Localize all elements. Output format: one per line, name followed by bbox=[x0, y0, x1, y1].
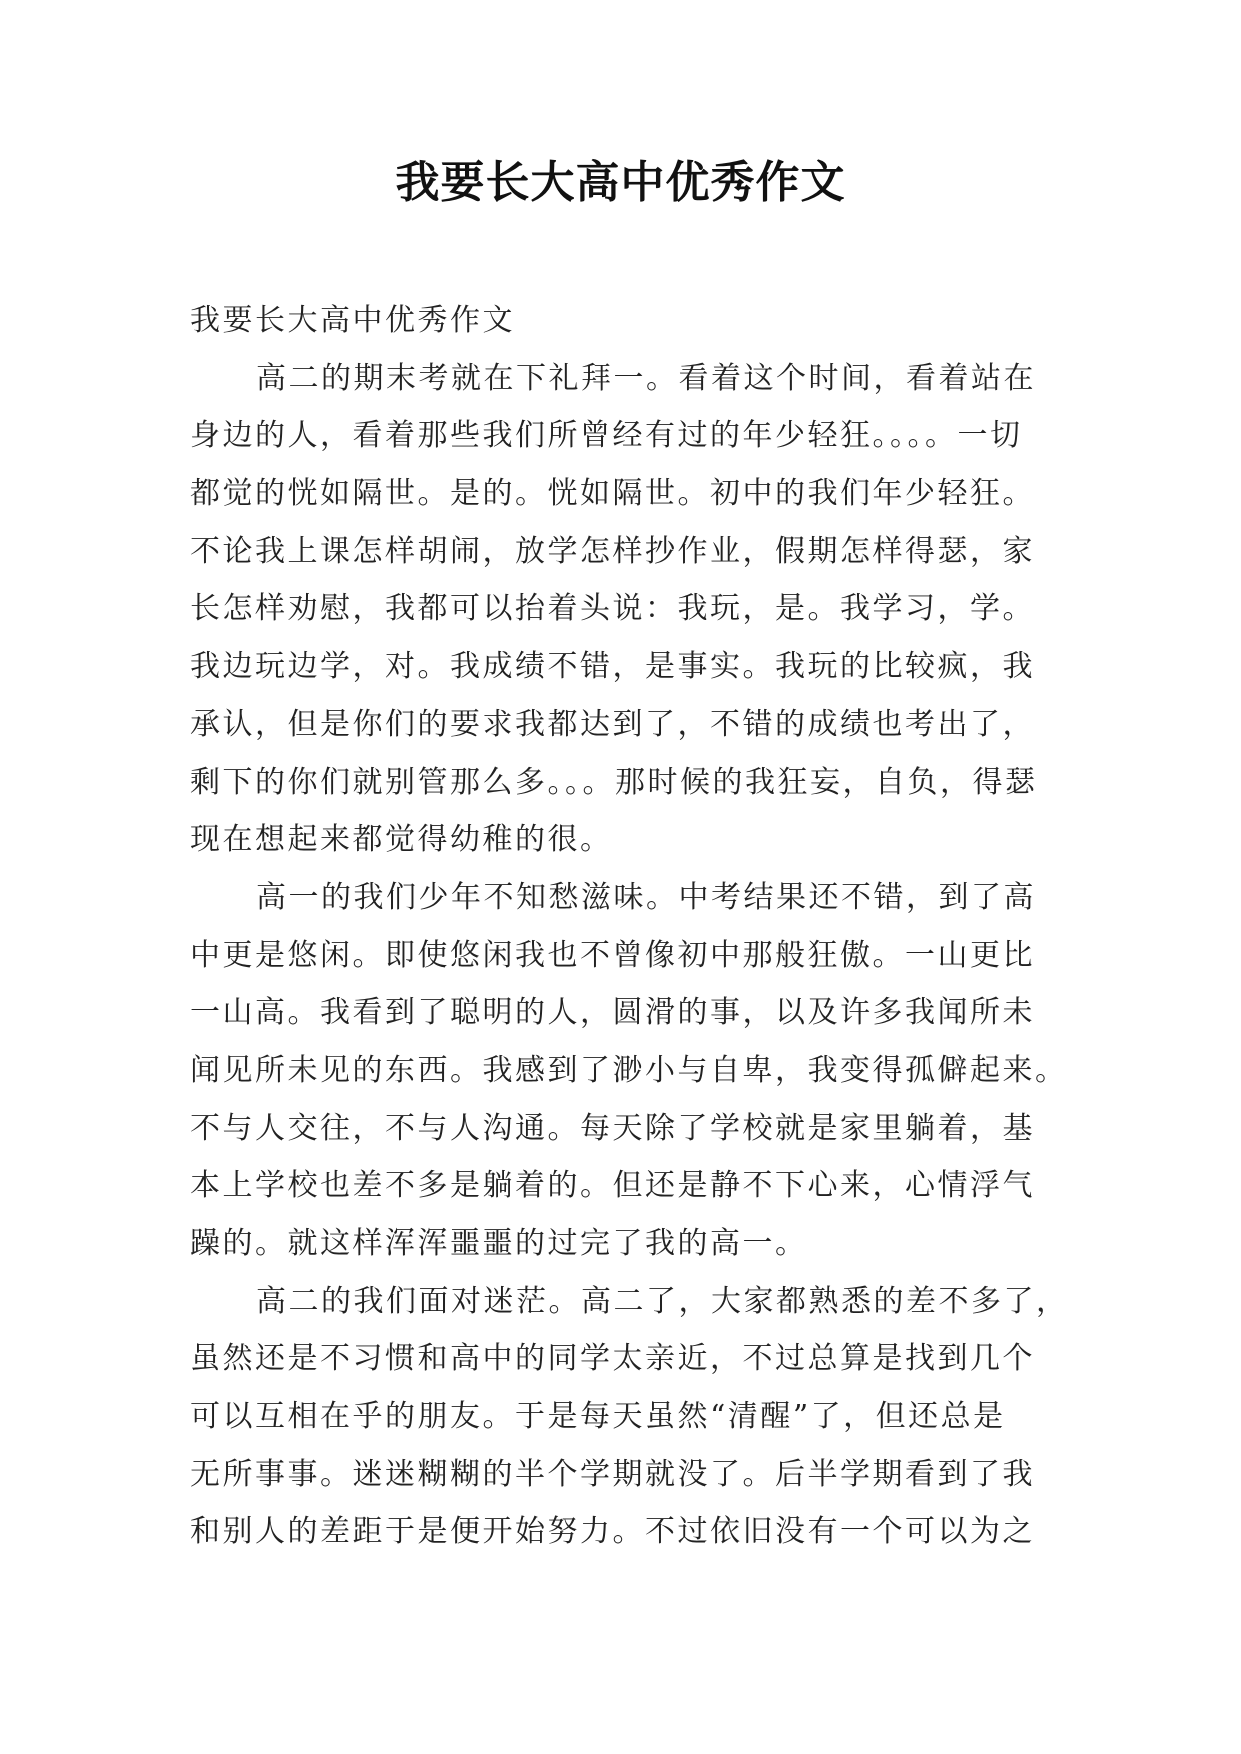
paragraph-line: 闻见所未见的东西。我感到了渺小与自卑，我变得孤僻起来。 bbox=[190, 1052, 1068, 1088]
paragraph-line: 中更是悠闲。即使悠闲我也不曾像初中那般狂傲。一山更比 bbox=[190, 937, 1035, 973]
paragraph-line: 现在想起来都觉得幼稚的很。 bbox=[190, 822, 613, 858]
subtitle-line: 我要长大高中优秀作文 bbox=[190, 303, 515, 338]
paragraph-line: 不与人交往，不与人沟通。每天除了学校就是家里躺着，基 bbox=[190, 1110, 1035, 1146]
paragraph-line: 身边的人，看着那些我们所曾经有过的年少轻狂。。。。一切 bbox=[190, 418, 1023, 454]
paragraph-line: 高二的我们面对迷茫。高二了，大家都熟悉的差不多了， bbox=[256, 1283, 1069, 1319]
paragraph-line: 我边玩边学，对。我成绩不错，是事实。我玩的比较疯，我 bbox=[190, 649, 1035, 685]
paragraph-line: 可以互相在乎的朋友。于是每天虽然“清醒”了，但还总是 bbox=[190, 1399, 1006, 1435]
paragraph-line: 剩下的你们就别管那么多。。。那时候的我狂妄，自负，得瑟 bbox=[190, 764, 1038, 800]
paragraph-line: 无所事事。迷迷糊糊的半个学期就没了。后半学期看到了我 bbox=[190, 1456, 1035, 1492]
paragraph-line: 躁的。就这样浑浑噩噩的过完了我的高一。 bbox=[190, 1226, 808, 1261]
document-title: 我要长大高中优秀作文 bbox=[395, 157, 846, 208]
document-body bbox=[190, 292, 1070, 1561]
paragraph-line: 一山高。我看到了聪明的人，圆滑的事，以及许多我闻所未 bbox=[190, 995, 1035, 1031]
paragraph-line: 和别人的差距于是便开始努力。不过依旧没有一个可以为之 bbox=[190, 1514, 1035, 1550]
paragraph-line: 本上学校也差不多是躺着的。但还是静不下心来，心情浮气 bbox=[190, 1168, 1035, 1204]
paragraph-line: 高二的期末考就在下礼拜一。看着这个时间，看着站在 bbox=[256, 360, 1036, 396]
paragraph-line: 承认，但是你们的要求我都达到了，不错的成绩也考出了， bbox=[190, 706, 1035, 742]
paragraph-line: 高一的我们少年不知愁滋味。中考结果还不错，到了高 bbox=[256, 879, 1036, 915]
paragraph-line: 都觉的恍如隔世。是的。恍如隔世。初中的我们年少轻狂。 bbox=[190, 476, 1035, 512]
paragraph-line: 不论我上课怎样胡闹，放学怎样抄作业，假期怎样得瑟，家 bbox=[190, 533, 1035, 569]
paragraph-line: 虽然还是不习惯和高中的同学太亲近，不过总算是找到几个 bbox=[190, 1341, 1035, 1377]
paragraph-line: 长怎样劝慰，我都可以抬着头说：我玩，是。我学习，学。 bbox=[190, 591, 1035, 627]
